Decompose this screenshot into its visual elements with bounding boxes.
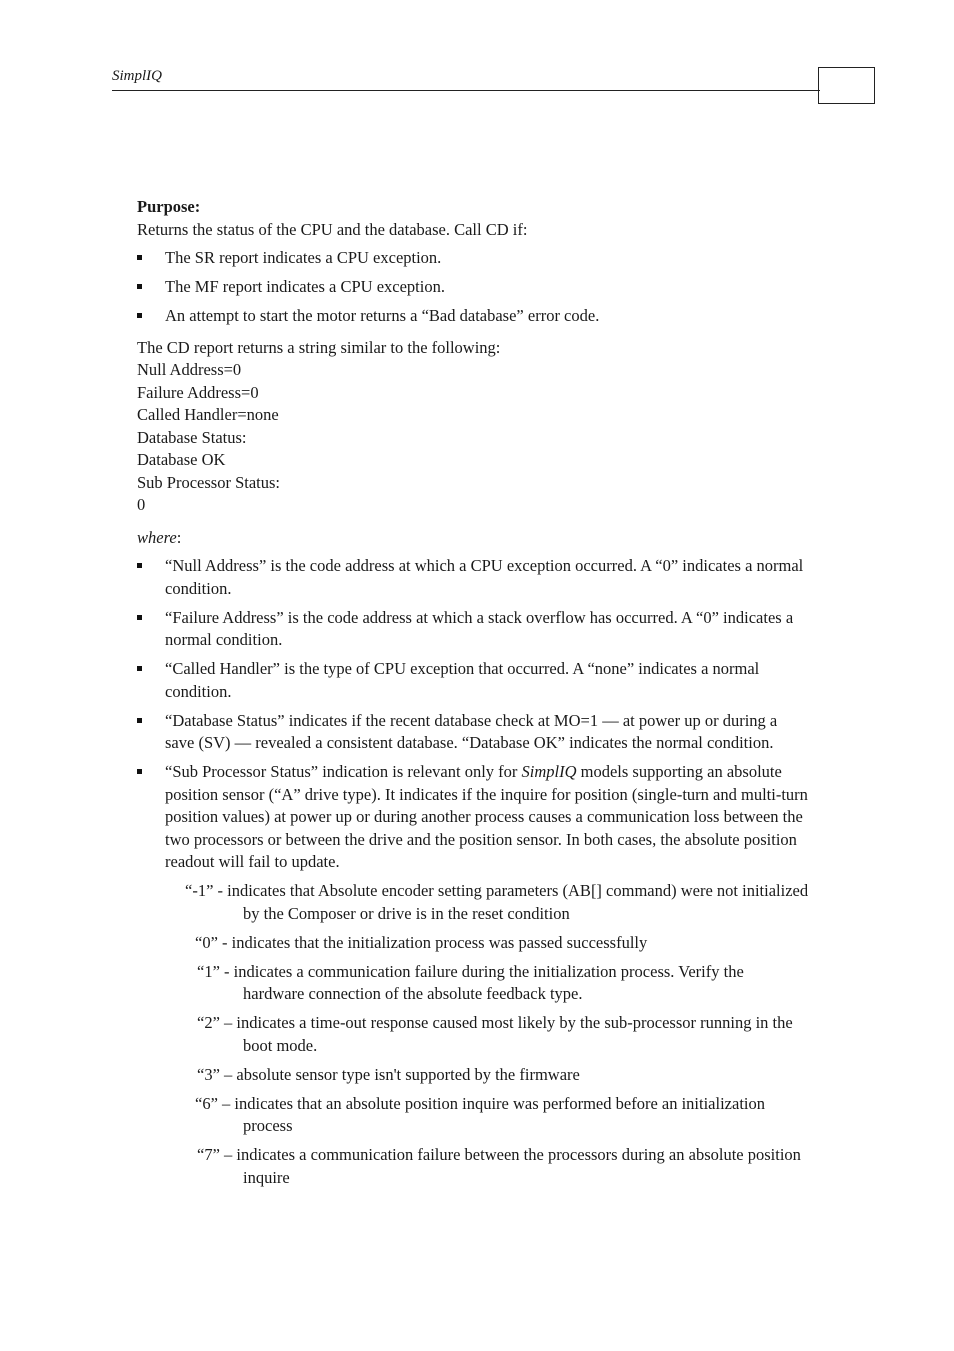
list-item: An attempt to start the motor returns a “Bad database” error code. (137, 305, 809, 328)
report-example (137, 337, 809, 517)
list-item: “Database Status” indicates if the recent database check at MO=1 — at power up or during a save (SV) — revealed a consistent database. “Database OK” indicates the normal condition. (137, 710, 809, 755)
document-body (137, 196, 809, 1196)
bullet-icon (137, 284, 142, 289)
page-number-box (818, 67, 875, 104)
purpose-heading: Purpose: (137, 197, 201, 216)
purpose-list (137, 247, 809, 328)
bullet-icon (137, 563, 142, 568)
report-line: Sub Processor Status: (137, 472, 281, 492)
product-name: SimplIQ (521, 762, 577, 781)
report-line: 0 (137, 495, 146, 514)
where-list (137, 555, 809, 874)
list-item: The SR report indicates a CPU exception. (137, 247, 809, 270)
status-code-item: “1” - indicates a communication failure during the initialization process. Verify the hardware connection of the absolute feedback type. (197, 961, 744, 1003)
bullet-icon (137, 666, 142, 671)
status-code-item: “0” - indicates that the initialization process was passed successfully (195, 932, 648, 952)
bullet-icon (137, 255, 142, 260)
list-item: “Failure Address” is the code address at which a stack overflow has occurred. A “0” indicates a normal condition. (137, 607, 809, 652)
list-item: “Called Handler” is the type of CPU exception that occurred. A “none” indicates a normal condition. (137, 658, 809, 703)
bullet-icon (137, 769, 142, 774)
running-header-title: SimplIQ (112, 68, 162, 84)
report-line: Null Address=0 (137, 360, 242, 379)
list-item: “Sub Processor Status” indication is relevant only for SimplIQ models supporting an absolute position sensor (“A” drive type). It indicates if the inquire for position (single-turn and multi-turn position values) at power up or during another process causes a communication loss between the two processors or between the drive and the position sensor. In both cases, the absolute position readout will fail to update. (137, 761, 809, 874)
status-code-list (137, 880, 809, 1189)
bullet-icon (137, 615, 142, 620)
report-line: Failure Address=0 (137, 382, 259, 402)
report-line: Database OK (137, 450, 226, 469)
list-item: The MF report indicates a CPU exception. (137, 276, 809, 299)
status-code-item: “2” – indicates a time-out response caused most likely by the sub-processor running in the boot mode. (197, 1013, 793, 1055)
bullet-icon (137, 313, 142, 318)
bullet-icon (137, 718, 142, 723)
header-rule (112, 90, 820, 91)
report-intro: The CD report returns a string similar to the following: (137, 337, 501, 357)
status-code-item: “-1” - indicates that Absolute encoder setting parameters (AB[] command) were not initialized by the Composer or drive is in the reset condition (185, 881, 809, 923)
report-line: Database Status: (137, 427, 247, 447)
where-label: where: (137, 527, 182, 547)
status-code-item: “3” – absolute sensor type isn't supported by the firmware (197, 1064, 580, 1084)
report-line: Called Handler=none (137, 405, 279, 424)
list-item: “Null Address” is the code address at which a CPU exception occurred. A “0” indicates a normal condition. (137, 555, 809, 600)
status-code-item: “6” – indicates that an absolute position inquire was performed before an initialization process (195, 1093, 765, 1135)
status-code-item: “7” – indicates a communication failure between the processors during an absolute position inquire (197, 1145, 801, 1187)
purpose-intro: Returns the status of the CPU and the database. Call CD if: (137, 219, 528, 239)
